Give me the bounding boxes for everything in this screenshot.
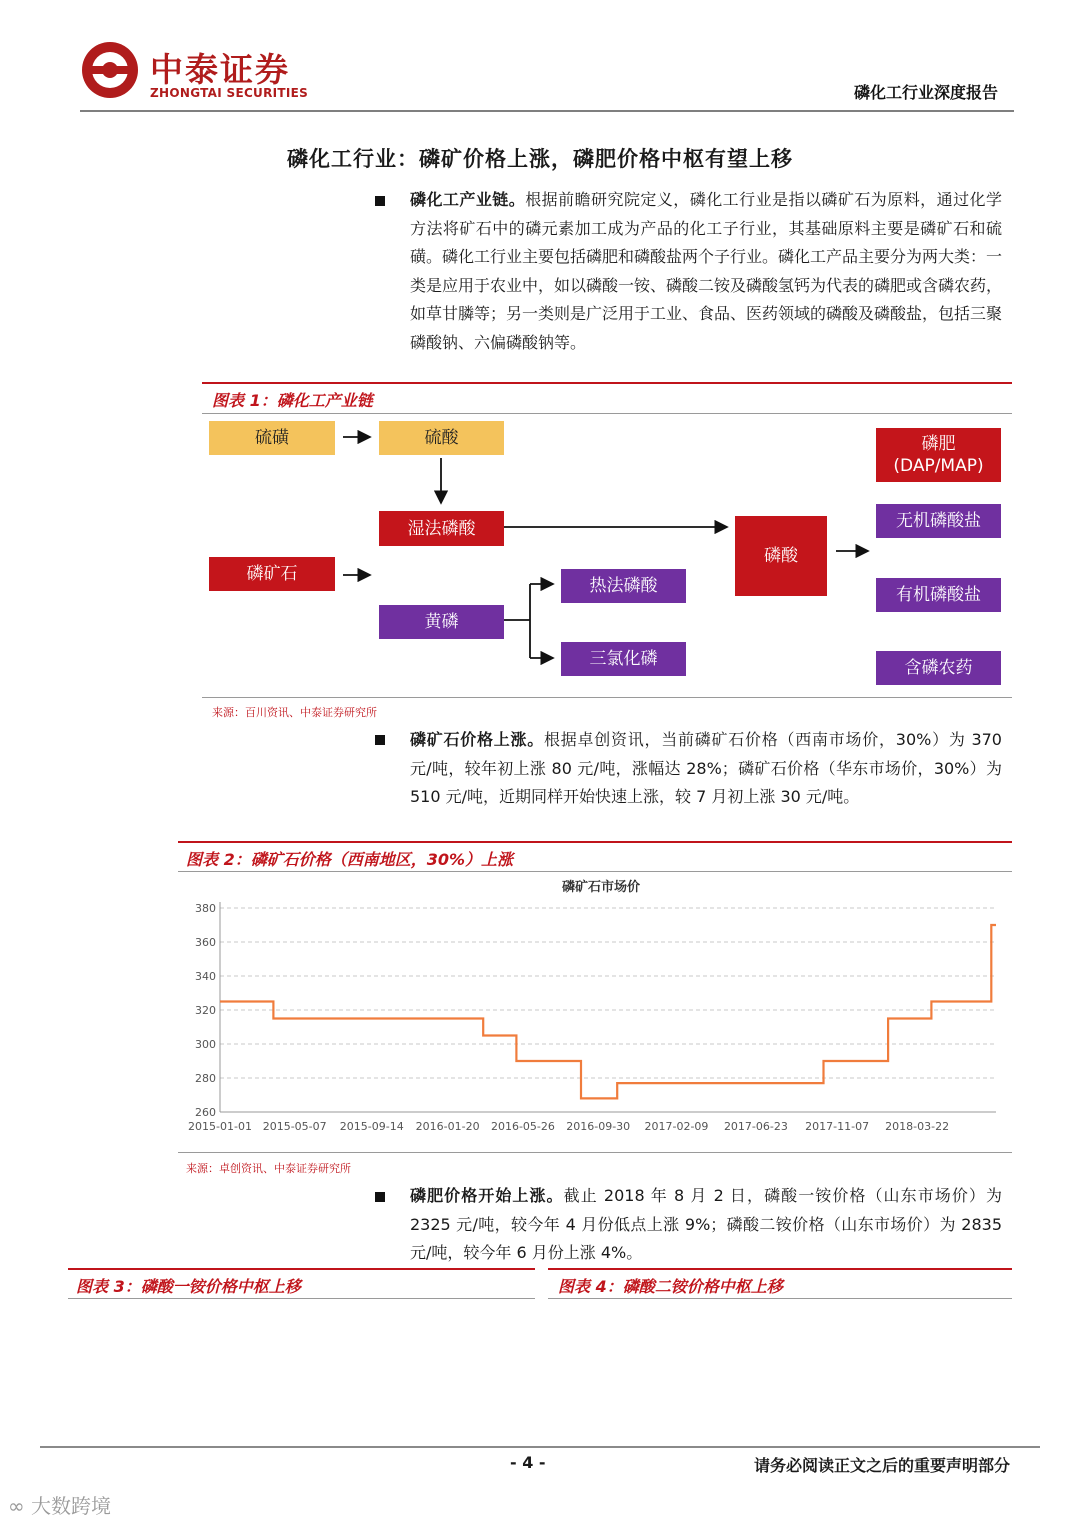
paragraph-lead: 磷化工产业链。 — [410, 190, 526, 209]
watermark-text: 大数跨境 — [31, 1494, 112, 1518]
flow-node-wet-acid: 湿法磷酸 — [379, 511, 504, 546]
flow-node-sulfuric-acid: 硫酸 — [379, 421, 504, 455]
flow-arrows — [0, 0, 1080, 720]
paragraph-text: 截止 2018 年 8 月 2 日，磷酸一铵价格（山东市场价）为 2325 元/吨，较今年 4 月份低点上涨 9%；磷酸二铵价格（山东市场价）为 2835 元/吨，较今年 6 月份上涨 4%。 — [410, 1186, 1002, 1263]
paragraph-text: 根据前瞻研究院定义，磷化工行业是指以磷矿石为原料，通过化学方法将矿石中的磷元素加工成为产品的化工子行业，其基础原料主要是磷矿石和硫磺。磷化工行业主要包括磷肥和磷酸盐两个子行业。磷化工产品主要分为两大类：一类是应用于农业中，如以磷酸一铵、磷酸二铵及磷酸氢钙为代表的磷肥或含磷农药，如草甘膦等；另一类则是广泛用于工业、食品、医药领域的磷酸及磷酸盐，包括三聚磷酸钠、六偏磷酸钠等。 — [410, 190, 1003, 352]
figure-1-source: 来源：百川资讯、中泰证券研究所 — [212, 706, 377, 719]
figure-top-rule — [178, 841, 1012, 843]
figure-2-source: 来源：卓创资讯、中泰证券研究所 — [186, 1162, 351, 1175]
x-tick-label: 2017-02-09 — [644, 1120, 709, 1133]
y-tick-label: 380 — [195, 902, 216, 915]
figure-3-title: 图表 3：磷酸一铵价格中枢上移 — [76, 1277, 301, 1296]
flow-node-thermal-acid: 热法磷酸 — [561, 569, 686, 603]
figure-bottom-rule — [178, 1152, 1012, 1153]
figure-1-title: 图表 1：磷化工产业链 — [212, 391, 373, 410]
figure-2-title: 图表 2：磷矿石价格（西南地区，30%）上涨 — [186, 850, 514, 869]
figure-bottom-rule — [202, 697, 1012, 698]
x-tick-label: 2016-05-26 — [490, 1120, 555, 1133]
paragraph-fertilizer-price — [410, 1182, 1002, 1268]
footer-disclaimer: 请务必阅读正文之后的重要声明部分 — [753, 1456, 1010, 1475]
footer-rule — [40, 1446, 1040, 1448]
x-tick-label: 2016-01-20 — [415, 1120, 480, 1133]
rock-price-chart — [178, 872, 1012, 1150]
y-tick-label: 360 — [195, 936, 216, 949]
y-tick-label: 260 — [195, 1106, 216, 1119]
flow-node-pesticide: 含磷农药 — [876, 651, 1001, 685]
y-tick-label: 320 — [195, 1004, 216, 1017]
x-tick-label: 2018-03-22 — [885, 1120, 950, 1133]
flow-node-sulfur: 硫磺 — [209, 421, 335, 455]
figure-title-rule — [548, 1298, 1012, 1299]
page-number: - 4 - — [510, 1453, 546, 1472]
chart-title: 磷矿石市场价 — [561, 880, 641, 895]
x-tick-label: 2015-09-14 — [339, 1120, 404, 1133]
y-tick-label: 300 — [195, 1038, 216, 1051]
report-title: 磷化工行业深度报告 — [853, 83, 998, 102]
paragraph-rock-price — [410, 726, 1002, 812]
bullet-icon — [375, 735, 385, 745]
figure-4-title: 图表 4：磷酸二铵价格中枢上移 — [558, 1277, 783, 1296]
flow-node-phosphate-rock: 磷矿石 — [209, 557, 335, 591]
flow-node-inorganic: 无机磷酸盐 — [876, 504, 1001, 538]
flow-node-pcl3: 三氯化磷 — [561, 642, 686, 676]
y-tick-label: 280 — [195, 1072, 216, 1085]
x-tick-label: 2016-09-30 — [566, 1120, 631, 1133]
logo-english-text: ZHONGTAI SECURITIES — [150, 86, 309, 100]
x-tick-label: 2017-11-07 — [805, 1120, 870, 1133]
watermark — [8, 1490, 111, 1519]
x-tick-label: 2015-05-07 — [262, 1120, 327, 1133]
section-title: 磷化工行业：磷矿价格上涨，磷肥价格中枢有望上移 — [287, 147, 793, 171]
figure-top-rule — [548, 1268, 1012, 1270]
figure-title-rule — [68, 1298, 535, 1299]
x-tick-label: 2015-01-01 — [188, 1120, 252, 1133]
paragraph-text: 根据卓创资讯，当前磷矿石价格（西南市场价，30%）为 370 元/吨，较年初上涨 80 元/吨，涨幅达 28%；磷矿石价格（华东市场价，30%）为 510 元/吨，近期同样开始快速上涨，较 7 月初上涨 30 元/吨。 — [410, 730, 1002, 807]
figure-top-rule — [68, 1268, 535, 1270]
x-tick-label: 2017-06-23 — [723, 1120, 788, 1133]
y-tick-label: 340 — [195, 970, 216, 983]
series-line — [220, 925, 996, 1098]
flow-node-yellow-phosphorus: 黄磷 — [379, 605, 504, 639]
flow-node-fertilizer-sub: (DAP/MAP) — [893, 456, 984, 476]
paragraph-lead: 磷肥价格开始上涨。 — [410, 1186, 564, 1205]
flow-node-phosphoric-acid: 磷酸 — [735, 516, 827, 596]
paragraph-lead: 磷矿石价格上涨。 — [410, 730, 545, 749]
logo-text: 中泰证券 — [150, 50, 290, 89]
watermark-icon: ∞ — [8, 1494, 25, 1518]
flow-node-fertilizer-label: 磷肥 — [921, 434, 956, 454]
bullet-icon — [375, 1192, 385, 1202]
flow-node-organic: 有机磷酸盐 — [876, 578, 1001, 612]
